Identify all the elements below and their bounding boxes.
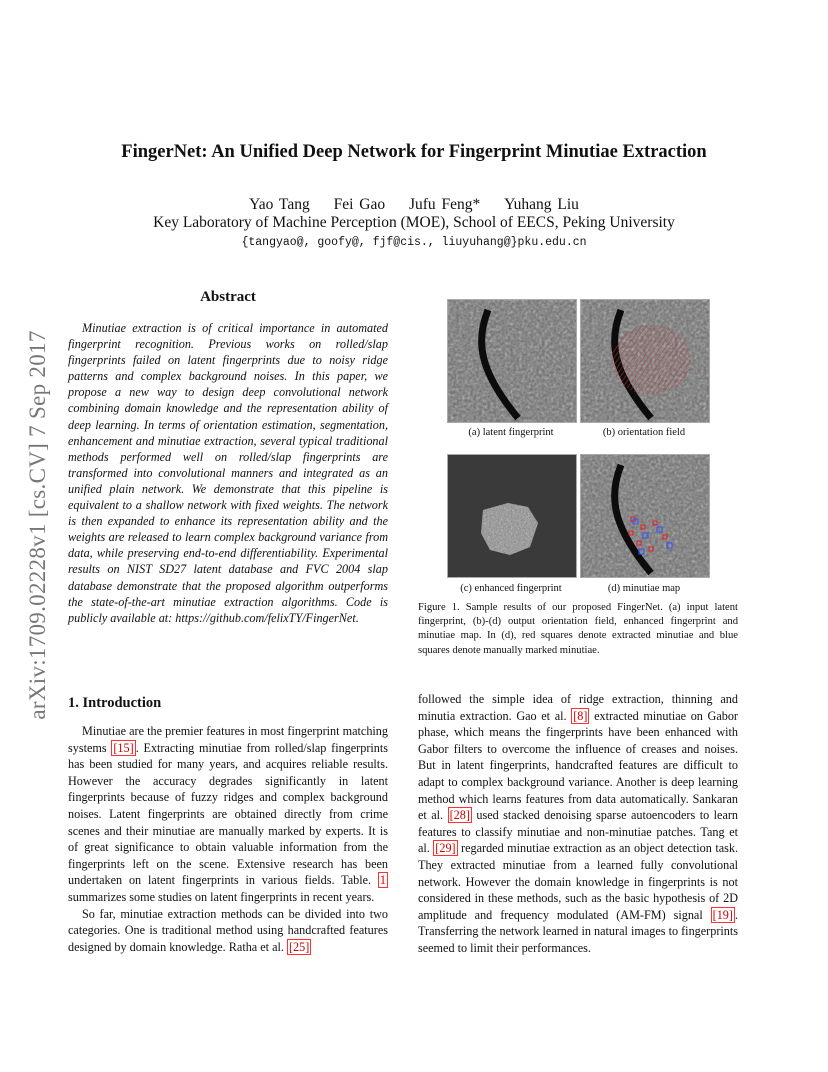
intro-paragraph-2: So far, minutiae extraction methods can be divided into two categories. One is traditional method using handcrafted features designed by domain knowledge. Ratha et al. [25] xyxy=(68,906,388,954)
citation-link[interactable]: [8] xyxy=(573,708,588,723)
affiliation: Key Laboratory of Machine Perception (MOE), School of EECS, Peking University xyxy=(153,214,675,231)
latent-fingerprint-image xyxy=(447,299,577,423)
arxiv-sidebar xyxy=(18,290,58,760)
subcaption-c: (c) enhanced fingerprint xyxy=(460,583,562,594)
subcaption-b: (b) orientation field xyxy=(602,427,686,438)
author-name: Fei Gao xyxy=(333,196,386,213)
subcaption-a: (a) latent fingerprint xyxy=(468,427,554,438)
arxiv-identifier: arXiv:1709.02228v1 [cs.CV] 7 Sep 2017 xyxy=(25,330,50,720)
introduction-right-column xyxy=(418,691,738,957)
author-name: Jufu Feng* xyxy=(408,196,481,213)
intro-paragraph-1: Minutiae are the premier features in most fingerprint matching systems [15] . Extracting minutiae from rolled/slap fingerprints has been studied for many years, and acquires reliable results. However the accuracy degrades significantly in latent fingerprints because of fuzzy ridges and complex background noises. Latent fingerprints are obtained directly from crime scenes and their minutiae are manually marked by experts. It is of great significance to obtain valuable information from the fingerprints left on the scene. Extensive research has been undertaken on latent fingerprints in various fields. Table. 1 summarizes some studies on latent fingerprints in recent years. xyxy=(68,724,388,904)
paper-title: FingerNet: An Unified Deep Network for Fingerprint Minutiae Extraction xyxy=(121,142,707,162)
subcaption-d: (d) minutiae map xyxy=(607,583,681,594)
minutiae-map-image xyxy=(580,454,710,578)
introduction-left-column xyxy=(68,723,388,955)
author-emails: {tangyao@, goofy@, fjf@cis., liuyuhang@}pku.edu.cn xyxy=(241,236,587,249)
orientation-field-image xyxy=(580,299,710,423)
citation-link[interactable]: [15] xyxy=(113,740,134,755)
citation-link[interactable]: [25] xyxy=(288,939,310,954)
author-name: Yuhang Liu xyxy=(504,196,579,213)
author-list xyxy=(0,196,828,214)
enhanced-fingerprint-image xyxy=(447,454,577,578)
intro-paragraph-2-cont: followed the simple idea of ridge extraction, thinning and minutia extraction. Gao et al. [8] extracted minutiae on Gabor phase, which means the fingerprints have been enhanced with Gabor filters to overcome the influence of creases and noises. But in latent fingerprints, handcrafted features are difficult to adapt to complex background variance. Another is deep learning method which learns features from data automatically. Sankaran et al. [28] used stacked denoising sparse autoencoders to learn features to classify minutiae and non-minutiae patches. Tang et al. [29] regarded minutiae extraction as an object detection task. They extracted minutiae from a learned fully convolutional network. However the domain knowledge in fingerprints is not considered in these methods, such as the basic hypothesis of 2D amplitude and frequency modulated (AM-FM) signal [19] . Transferring the network learned in natural images to fingerprints seemed to limit their performances. xyxy=(418,692,739,955)
table-link[interactable]: 1 xyxy=(379,873,386,888)
abstract-heading: Abstract xyxy=(200,289,256,305)
abstract-text: Minutiae extraction is of critical importance in automated fingerprint recognition. Previous works on rolled/slap fingerprints failed on latent fingerprints due to noisy ridge patterns and complex background noises. In this paper, we propose a new way to design deep convolutional network combining domain knowledge and the representation ability of deep learning. In terms of orientation estimation, segmentation, enhancement and minutiae extraction, several typical traditional methods performed well on rolled/slap fingerprints are transformed into convolutional manners and integrated as an unified plain network. We demonstrate that this pipeline is equivalent to a shallow network with fixed weights. The network is then expanded to enhance its representation ability and the weights are released to learn complex background variance from data, while preserving end-to-end differentiability. Experimental results on NIST SD27 latent database and FVC 2004 slap database demonstrate that the proposed algorithm outperforms the state-of-the-art minutiae extraction algorithms. Code is publicly available at: https://github.com/felixTY/FingerNet. xyxy=(68,321,388,625)
citation-link[interactable]: [28] xyxy=(449,808,470,823)
citation-link[interactable]: [19] xyxy=(712,907,733,922)
figure-caption: Figure 1. Sample results of our proposed FingerNet. (a) input latent fingerprint, (b)-(d) output orientation field, enhanced fingerprint and minutiae map. In (d), red squares denote extracted minutiae and blue squares denote manually marked minutiae. xyxy=(418,602,738,656)
author-name: Yao Tang xyxy=(249,196,310,213)
section-heading-introduction: 1. Introduction xyxy=(68,695,162,711)
citation-link[interactable]: [29] xyxy=(435,841,456,856)
